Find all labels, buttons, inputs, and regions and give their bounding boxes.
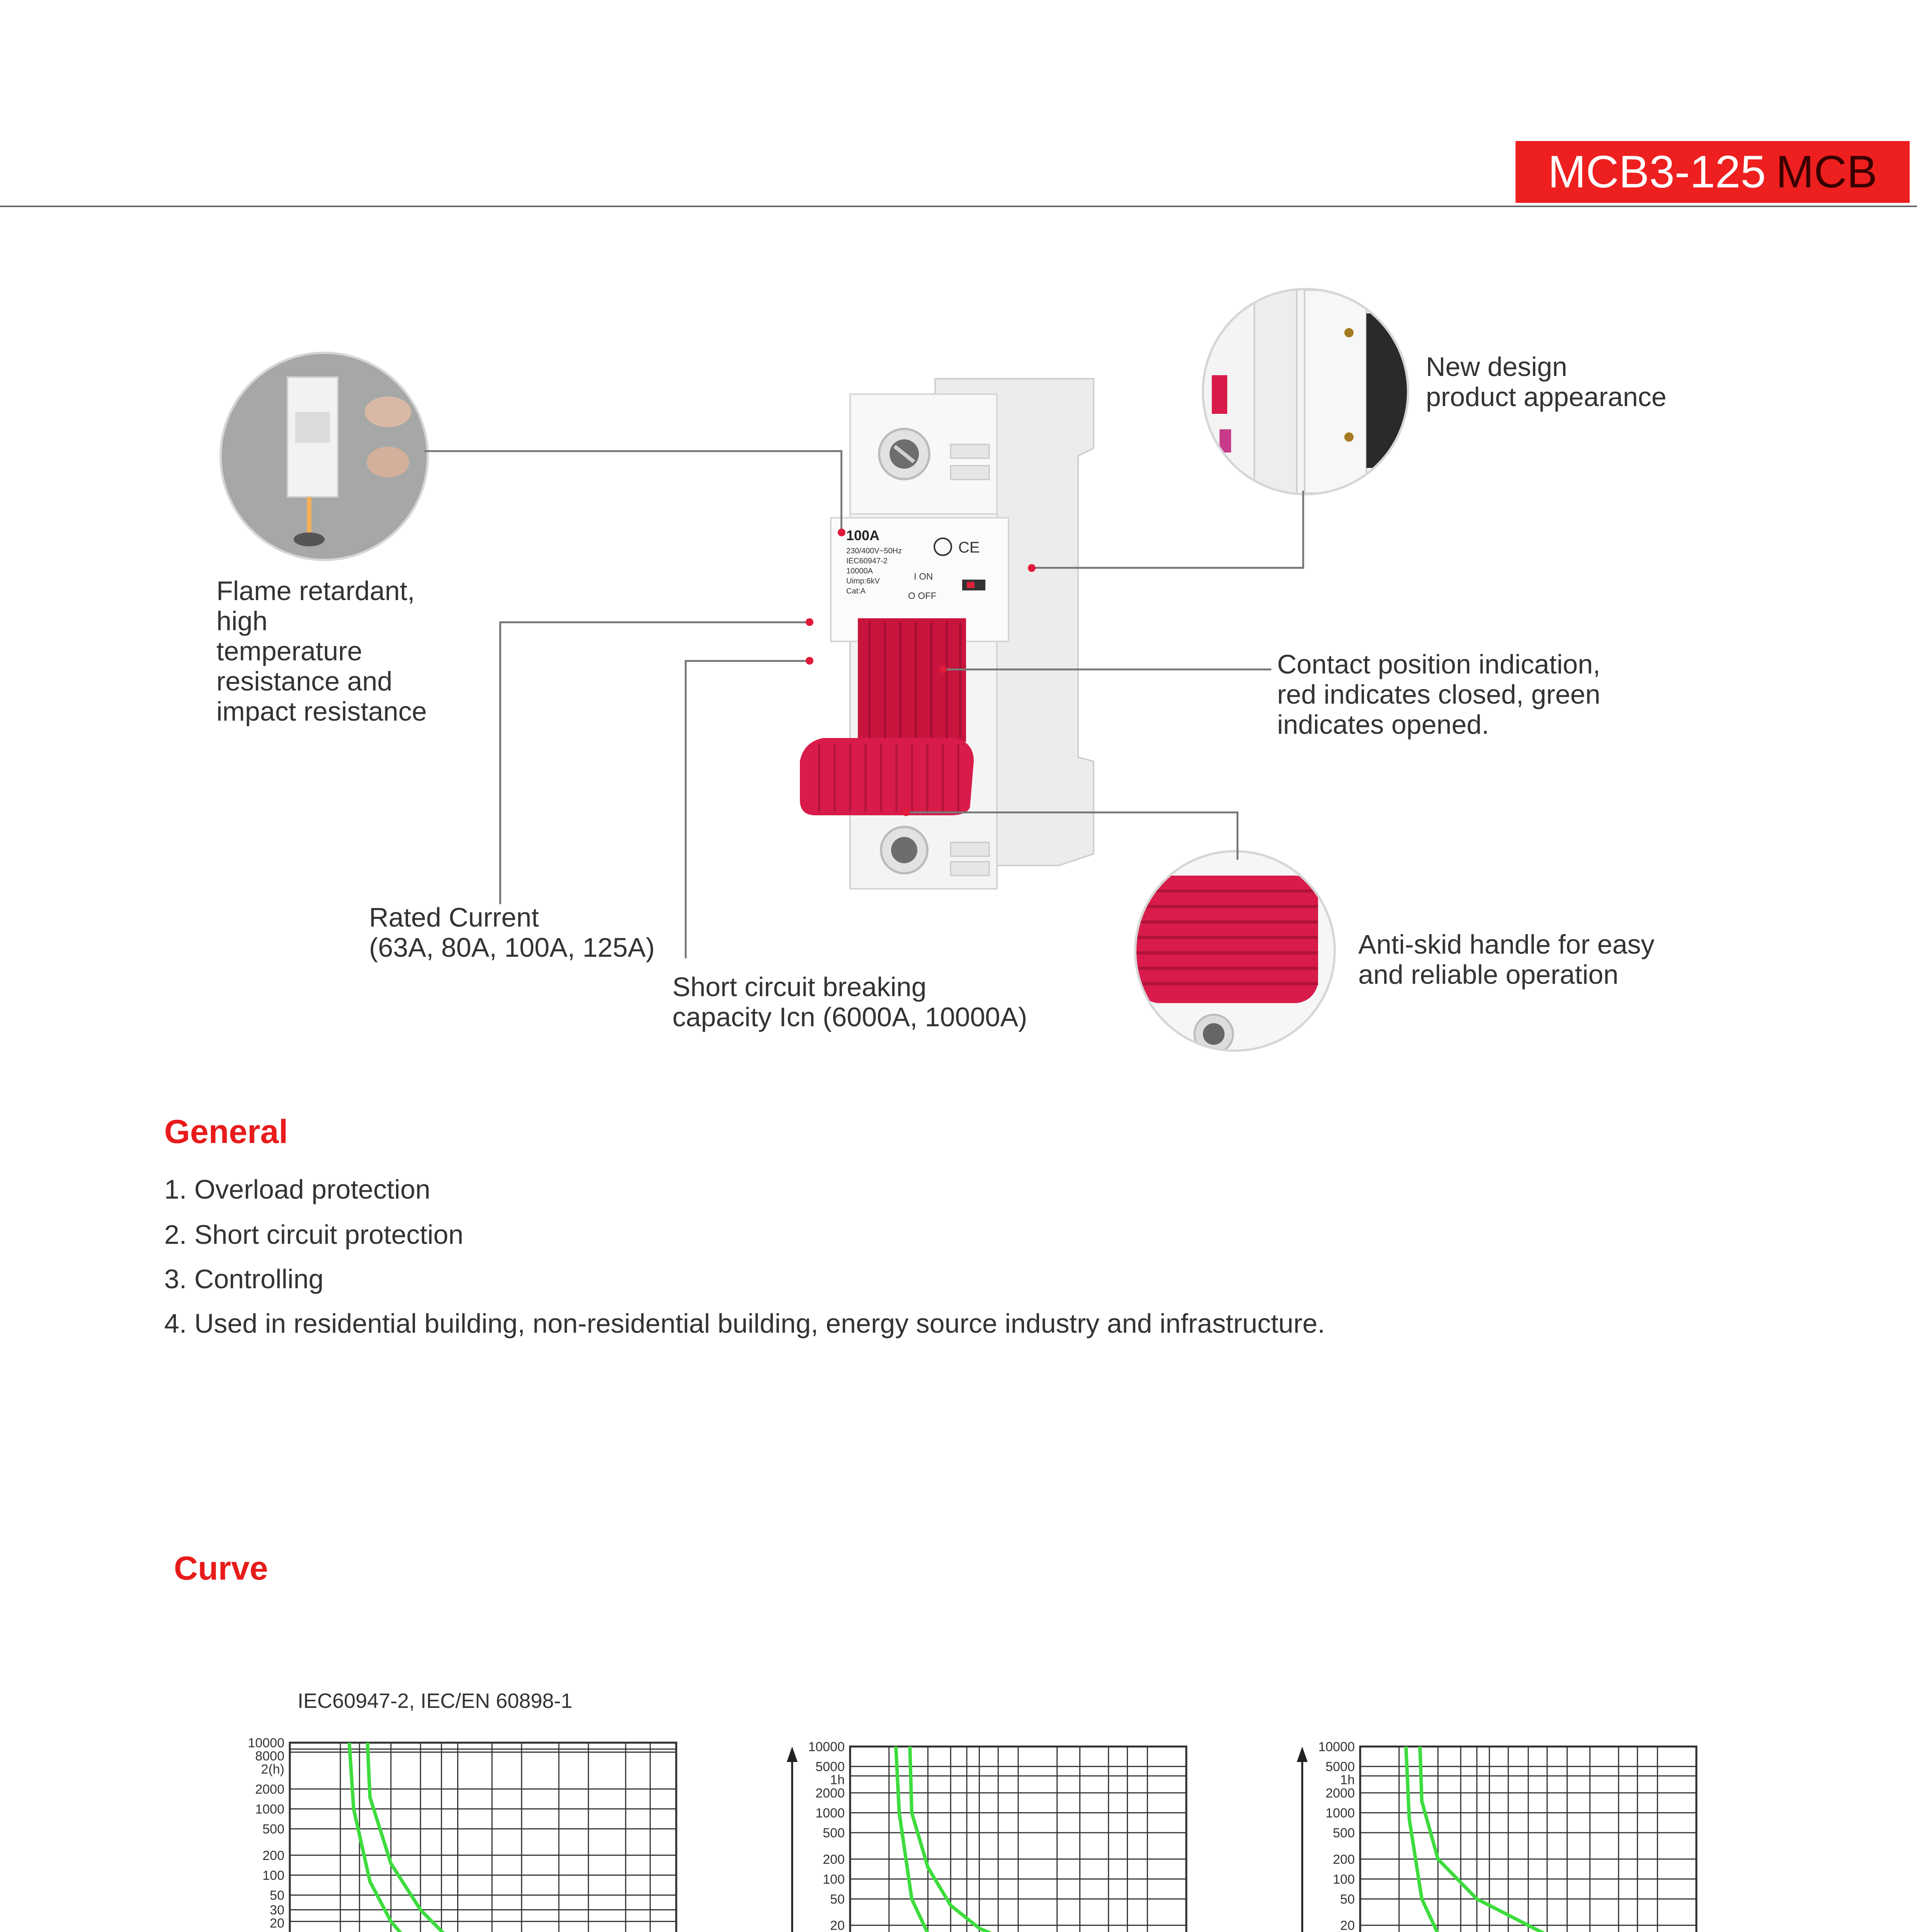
y-arrow-up-icon bbox=[1297, 1747, 1308, 1762]
y-tick-label: 5000 bbox=[1325, 1759, 1355, 1774]
flame-test-photo bbox=[219, 352, 429, 561]
y-tick-label: 1h bbox=[830, 1772, 845, 1787]
product-title-type: MCB bbox=[1776, 146, 1878, 197]
leader-sc-h bbox=[685, 660, 812, 662]
label-capacity: 10000A bbox=[846, 567, 873, 575]
callout-dot-rated bbox=[806, 618, 813, 626]
y-tick-label: 30 bbox=[270, 1903, 284, 1918]
chart-d-curve bbox=[1260, 1723, 1739, 1932]
y-tick-label: 1000 bbox=[815, 1806, 845, 1821]
callout-new-design: New design product appearance bbox=[1426, 352, 1667, 412]
breaker-illustration bbox=[788, 371, 1105, 927]
side-design-photo bbox=[1202, 288, 1409, 495]
y-tick-label: 100 bbox=[1333, 1872, 1355, 1887]
handle-lever bbox=[800, 738, 974, 815]
label-standard: IEC60947-2 bbox=[846, 557, 888, 565]
callout-dot-handle bbox=[902, 808, 910, 816]
label-uimp: Uimp:6kV bbox=[846, 577, 880, 585]
handle-closeup-photo bbox=[1134, 850, 1336, 1052]
leader-flame-v bbox=[840, 450, 842, 533]
label-voltage: 230/400V~50Hz bbox=[846, 547, 902, 555]
y-tick-label: 500 bbox=[1333, 1826, 1355, 1841]
ce-mark-icon: CE bbox=[958, 539, 980, 556]
y-tick-label: 50 bbox=[1340, 1892, 1355, 1907]
leader-rated-v bbox=[499, 622, 501, 904]
curve-heading: Curve bbox=[174, 1550, 268, 1587]
y-tick-label: 20 bbox=[830, 1918, 845, 1932]
leader-handle-h bbox=[906, 811, 1238, 813]
contact-indicator-window bbox=[967, 582, 975, 588]
y-tick-label: 10000 bbox=[808, 1740, 845, 1754]
y-tick-label: 200 bbox=[823, 1852, 845, 1867]
callout-dot-flame bbox=[838, 529, 845, 536]
y-tick-label: 200 bbox=[262, 1848, 284, 1863]
label-off: O OFF bbox=[908, 591, 937, 601]
y-tick-label: 10000 bbox=[1318, 1740, 1355, 1754]
general-item-3: 3. Controlling bbox=[164, 1264, 324, 1294]
chart-b-curve bbox=[166, 1681, 707, 1932]
leader-handle-v bbox=[1237, 811, 1238, 860]
chart-title: IEC60947-2, IEC/EN 60898-1 bbox=[298, 1689, 573, 1713]
general-item-1: 1. Overload protection bbox=[164, 1174, 430, 1204]
y-tick-label: 500 bbox=[262, 1822, 284, 1837]
y-tick-label: 100 bbox=[823, 1872, 845, 1887]
callout-contact-indication: Contact position indication, red indicates closed, green indicates opened. bbox=[1277, 649, 1601, 740]
product-title-banner bbox=[1516, 141, 1910, 203]
general-item-2: 2. Short circuit protection bbox=[164, 1219, 464, 1250]
y-tick-label: 1000 bbox=[1325, 1806, 1355, 1821]
callout-short-circuit: Short circuit breaking capacity Icn (6000A, 10000A) bbox=[672, 972, 1027, 1032]
callout-flame-retardant: Flame retardant, high temperature resistance and impact resistance bbox=[216, 576, 427, 726]
y-tick-label: 2000 bbox=[255, 1782, 284, 1797]
label-rating: 100A bbox=[846, 527, 880, 543]
leader-design-h bbox=[1032, 567, 1304, 569]
chart-frame bbox=[290, 1743, 676, 1932]
callout-dot-contact bbox=[939, 665, 947, 673]
callout-rated-current: Rated Current (63A, 80A, 100A, 125A) bbox=[369, 902, 655, 963]
y-tick-label: 20 bbox=[1340, 1918, 1355, 1932]
label-on: I ON bbox=[914, 571, 933, 582]
y-tick-label: 5000 bbox=[815, 1759, 845, 1774]
y-arrow-up-icon bbox=[787, 1747, 798, 1762]
product-title-model: MCB3-125 bbox=[1548, 146, 1766, 197]
chart-c-curve bbox=[750, 1723, 1229, 1932]
leader-design-v bbox=[1302, 491, 1304, 568]
chart-b-svg bbox=[166, 1681, 707, 1932]
general-item-4: 4. Used in residential building, non-residential building, energy source industry and infrastructure. bbox=[164, 1308, 1325, 1338]
callout-anti-skid: Anti-skid handle for easy and reliable operation bbox=[1358, 929, 1655, 990]
y-tick-label: 200 bbox=[1333, 1852, 1355, 1867]
y-tick-label: 2(h) bbox=[261, 1762, 284, 1777]
y-tick-label: 500 bbox=[823, 1826, 845, 1841]
y-tick-label: 8000 bbox=[255, 1749, 284, 1764]
callout-dot-design bbox=[1028, 564, 1036, 572]
y-tick-label: 100 bbox=[262, 1868, 284, 1883]
y-tick-label: 1h bbox=[1340, 1772, 1355, 1787]
y-tick-label: 1000 bbox=[255, 1802, 284, 1817]
callout-dot-short-circuit bbox=[806, 657, 813, 665]
general-heading: General bbox=[164, 1113, 288, 1150]
header-rule bbox=[0, 206, 1917, 207]
y-tick-label: 20 bbox=[270, 1916, 284, 1931]
y-tick-label: 10000 bbox=[248, 1736, 284, 1750]
y-tick-label: 50 bbox=[830, 1892, 845, 1907]
y-tick-label: 50 bbox=[270, 1888, 284, 1903]
chart-c-svg bbox=[750, 1723, 1229, 1932]
chart-d-svg bbox=[1260, 1723, 1739, 1932]
leader-rated-h bbox=[499, 621, 812, 623]
leader-flame-h bbox=[424, 450, 842, 452]
y-tick-label: 2000 bbox=[1325, 1786, 1355, 1801]
label-category: Cat:A bbox=[846, 587, 866, 595]
leader-contact-h bbox=[943, 668, 1271, 670]
y-tick-label: 2000 bbox=[815, 1786, 845, 1801]
